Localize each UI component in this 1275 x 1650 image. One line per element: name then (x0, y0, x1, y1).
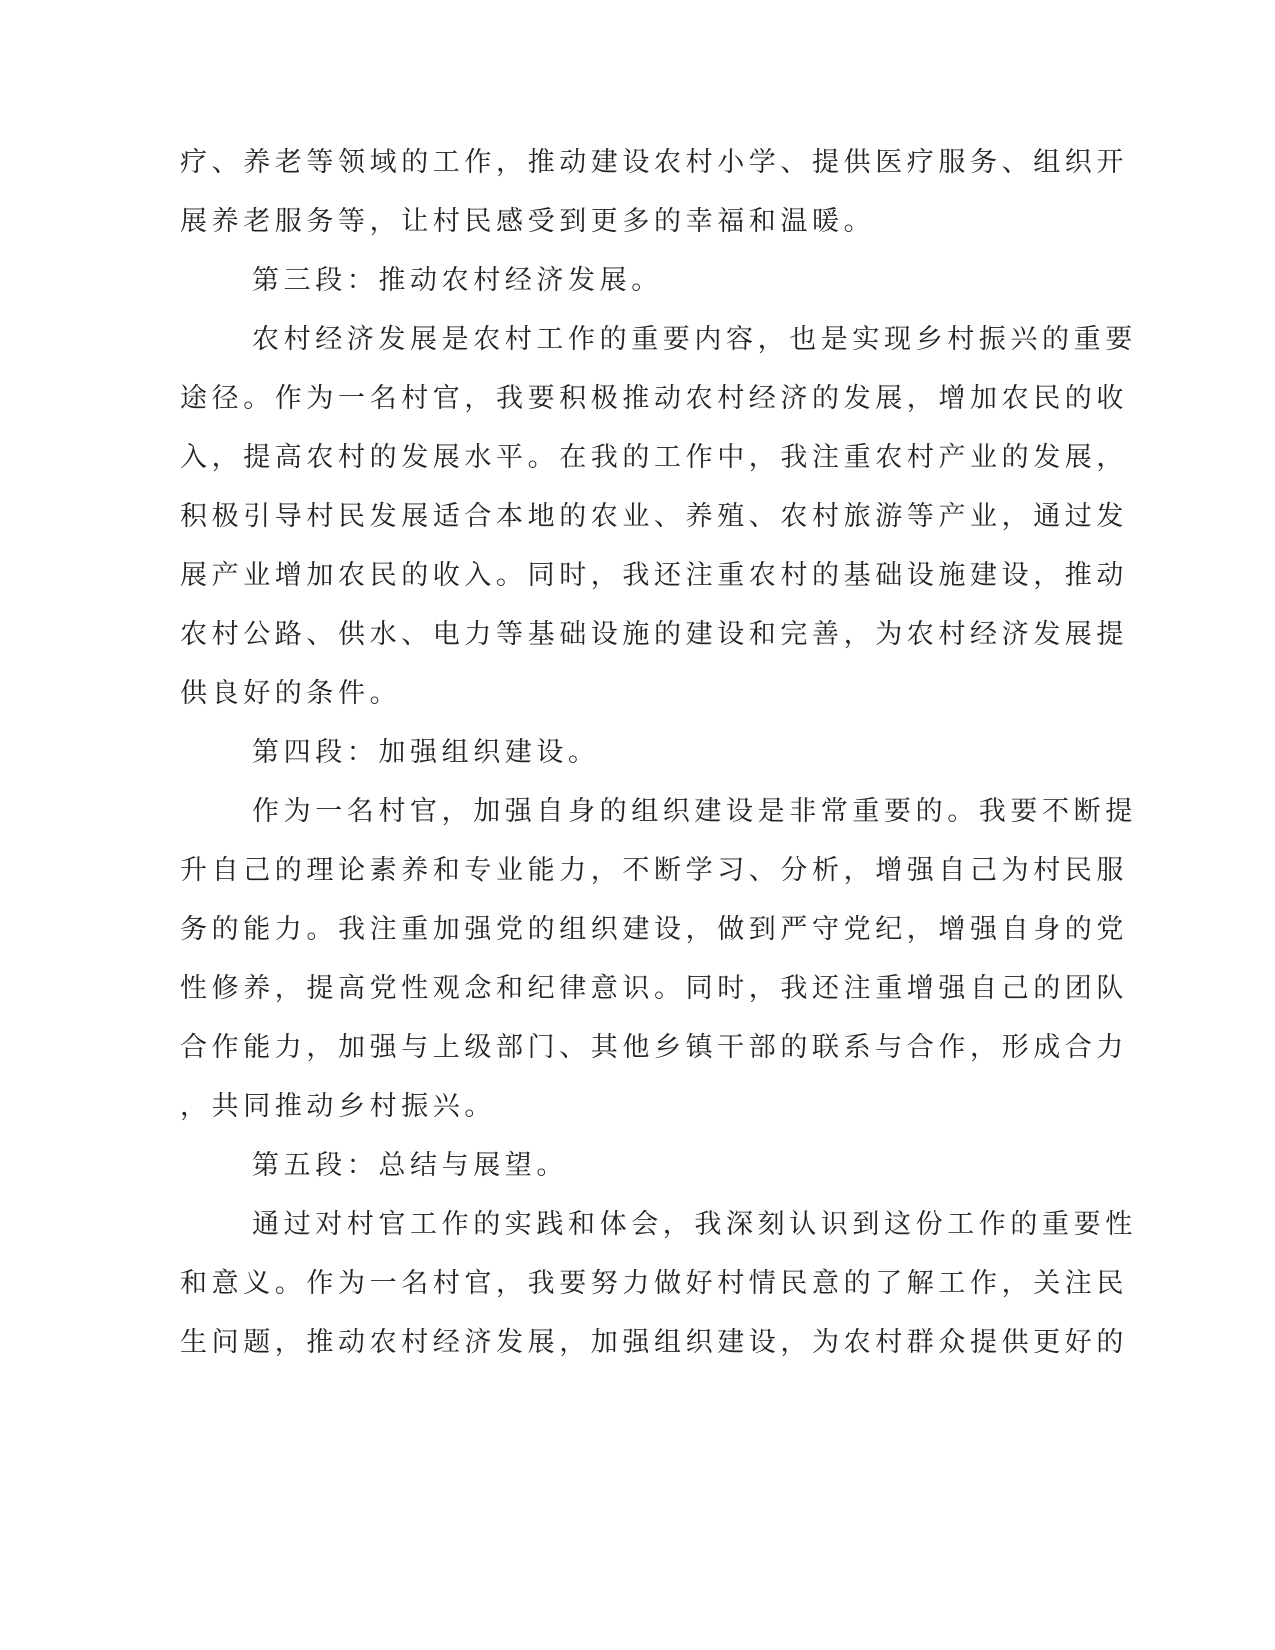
text-line: 展产业增加农民的收入。同时，我还注重农村的基础设施建设，推动 (180, 560, 1128, 591)
paragraph-first-line: 农村经济发展是农村工作的重要内容，也是实现乡村振兴的重要 (252, 324, 1137, 355)
paragraph-first-line: 通过对村官工作的实践和体会，我深刻认识到这份工作的重要性 (252, 1209, 1137, 1240)
text-line: 和意义。作为一名村官，我要努力做好村情民意的了解工作，关注民 (180, 1268, 1128, 1299)
text-line: 疗、养老等领域的工作，推动建设农村小学、提供医疗服务、组织开 (180, 147, 1128, 178)
section-heading: 第五段：总结与展望。 (252, 1150, 568, 1181)
document-body (180, 133, 1137, 1372)
text-line: 性修养，提高党性观念和纪律意识。同时，我还注重增强自己的团队 (180, 973, 1128, 1004)
section-heading: 第三段：推动农村经济发展。 (252, 265, 663, 296)
text-line: 展养老服务等，让村民感受到更多的幸福和温暖。 (180, 206, 876, 237)
text-line: ，共同推动乡村振兴。 (180, 1091, 496, 1122)
text-line: 途径。作为一名村官，我要积极推动农村经济的发展，增加农民的收 (180, 383, 1128, 414)
text-line: 农村公路、供水、电力等基础设施的建设和完善，为农村经济发展提 (180, 619, 1128, 650)
text-line: 入，提高农村的发展水平。在我的工作中，我注重农村产业的发展， (180, 442, 1128, 473)
paragraph-first-line: 作为一名村官，加强自身的组织建设是非常重要的。我要不断提 (252, 796, 1137, 827)
text-line: 生问题，推动农村经济发展，加强组织建设，为农村群众提供更好的 (180, 1327, 1128, 1358)
text-line: 合作能力，加强与上级部门、其他乡镇干部的联系与合作，形成合力 (180, 1032, 1128, 1063)
text-line: 供良好的条件。 (180, 678, 402, 709)
text-line: 积极引导村民发展适合本地的农业、养殖、农村旅游等产业，通过发 (180, 501, 1128, 532)
text-line: 务的能力。我注重加强党的组织建设，做到严守党纪，增强自身的党 (180, 914, 1128, 945)
section-heading: 第四段：加强组织建设。 (252, 737, 600, 768)
text-line: 升自己的理论素养和专业能力，不断学习、分析，增强自己为村民服 (180, 855, 1128, 886)
